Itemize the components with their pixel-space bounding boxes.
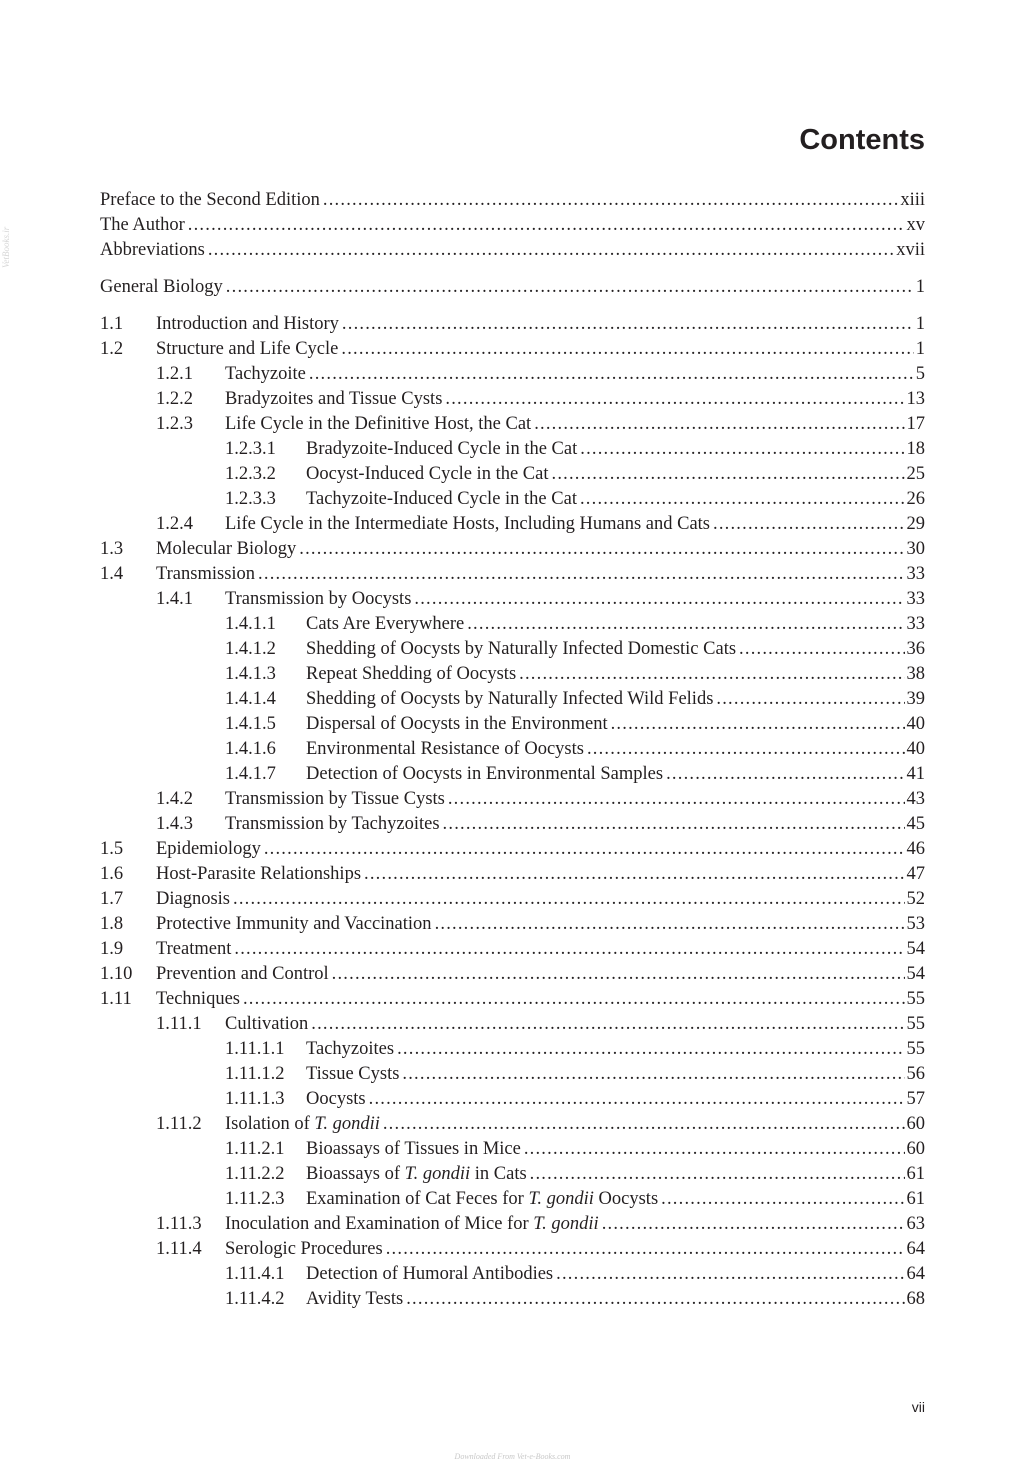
toc-entry-number: 1.4.1.2 (225, 637, 306, 662)
toc-entry-title: Shedding of Oocysts by Naturally Infected Domestic Cats (306, 637, 739, 662)
toc-entry-number: 1.4.1 (156, 587, 225, 612)
toc-entry-number: 1.2.2 (156, 387, 225, 412)
toc-entry-page: 26 (905, 487, 926, 512)
toc-entry (100, 1137, 925, 1162)
toc-entry-page: 41 (905, 762, 926, 787)
toc-entry-page: 68 (905, 1287, 926, 1312)
dot-leader (208, 238, 894, 263)
toc-entry (100, 312, 925, 337)
toc-entry (100, 1012, 925, 1037)
toc-entry (100, 512, 925, 537)
toc-entry-page: 56 (905, 1062, 926, 1087)
toc-entry (100, 537, 925, 562)
table-of-contents (100, 188, 925, 1312)
toc-entry-title: Transmission by Tissue Cysts (225, 787, 448, 812)
toc-entry-page: xvii (894, 238, 925, 263)
dot-leader (234, 937, 904, 962)
toc-entry-page: 25 (905, 462, 926, 487)
toc-entry-page: 60 (905, 1137, 926, 1162)
dot-leader (580, 487, 905, 512)
toc-entry-title: Treatment (156, 937, 234, 962)
toc-entry (100, 412, 925, 437)
toc-entry-title: Transmission by Oocysts (225, 587, 414, 612)
toc-entry (100, 1262, 925, 1287)
toc-entry-page: 33 (905, 562, 926, 587)
toc-entry-number: 1.4.1.1 (225, 612, 306, 637)
toc-entry-title: Oocyst-Induced Cycle in the Cat (306, 462, 552, 487)
dot-leader (445, 387, 904, 412)
toc-entry (100, 962, 925, 987)
toc-entry-title-italic: T. gondii (404, 1164, 471, 1184)
toc-entry-page: 38 (905, 662, 926, 687)
toc-entry-title: Cultivation (225, 1012, 311, 1037)
toc-entry (100, 437, 925, 462)
toc-entry-title: Detection of Humoral Antibodies (306, 1262, 556, 1287)
toc-entry-title-text: in Cats (470, 1164, 527, 1184)
toc-entry-number: 1.2.3.2 (225, 462, 306, 487)
toc-entry-title: Environmental Resistance of Oocysts (306, 737, 587, 762)
toc-entry-title: Avidity Tests (306, 1287, 406, 1312)
toc-entry-title-italic: T. gondii (528, 1189, 594, 1209)
toc-entry-title: Bradyzoites and Tissue Cysts (225, 387, 445, 412)
toc-entry-title-text: Bioassays of (306, 1164, 405, 1184)
toc-entry (100, 1237, 925, 1262)
dot-leader (332, 962, 905, 987)
dot-leader (243, 987, 905, 1012)
dot-leader (739, 637, 904, 662)
dot-leader (397, 1037, 904, 1062)
dot-leader (448, 787, 905, 812)
dot-leader (587, 737, 905, 762)
toc-entry-title: Techniques (156, 987, 243, 1012)
toc-entry-page: 1 (914, 312, 925, 337)
toc-entry (100, 637, 925, 662)
toc-entry-page: 30 (905, 537, 926, 562)
toc-entry-page: 43 (905, 787, 926, 812)
dot-leader (716, 687, 904, 712)
dot-leader (188, 213, 905, 238)
toc-entry-number: 1.4.1.7 (225, 762, 306, 787)
dot-leader (443, 812, 905, 837)
toc-entry-title-text: Oocysts (593, 1189, 659, 1209)
dot-leader (342, 312, 914, 337)
toc-entry-page: 63 (905, 1212, 926, 1237)
toc-entry-title (225, 1112, 383, 1137)
toc-entry-title: Abbreviations (100, 238, 208, 263)
toc-entry-number: 1.11.1.1 (225, 1037, 306, 1062)
toc-entry-title-italic: T. gondii (533, 1214, 599, 1234)
toc-entry-page: 45 (905, 812, 926, 837)
toc-entry-title: Introduction and History (156, 312, 342, 337)
toc-entry (100, 687, 925, 712)
toc-entry (100, 937, 925, 962)
toc-entry-title: The Author (100, 213, 188, 238)
toc-entry-title: Life Cycle in the Definitive Host, the Cat (225, 412, 534, 437)
toc-entry (100, 487, 925, 512)
dot-leader (383, 1112, 905, 1137)
toc-entry-page: 36 (905, 637, 926, 662)
dot-leader (309, 362, 914, 387)
toc-entry-title: Detection of Oocysts in Environmental Samples (306, 762, 666, 787)
toc-entry-number: 1.5 (100, 837, 156, 862)
toc-entry-page: 64 (905, 1262, 926, 1287)
toc-entry-title: Bioassays of Tissues in Mice (306, 1137, 524, 1162)
toc-entry (100, 188, 925, 213)
toc-entry-title: Epidemiology (156, 837, 264, 862)
toc-entry (100, 887, 925, 912)
toc-entry-number: 1.4.1.4 (225, 687, 306, 712)
toc-entry (100, 762, 925, 787)
toc-entry-title: Protective Immunity and Vaccination (156, 912, 435, 937)
toc-entry (100, 213, 925, 238)
toc-entry-number: 1.2.4 (156, 512, 225, 537)
toc-entry-number: 1.2.3 (156, 412, 225, 437)
toc-entry (100, 712, 925, 737)
dot-leader (602, 1212, 905, 1237)
toc-entry-title: General Biology (100, 275, 226, 300)
toc-entry-title: Tachyzoite-Induced Cycle in the Cat (306, 487, 580, 512)
toc-entry-page: 33 (905, 587, 926, 612)
toc-entry-title: Transmission (156, 562, 258, 587)
dot-leader (233, 887, 905, 912)
toc-entry-title: Preface to the Second Edition (100, 188, 323, 213)
toc-entry-title: Tachyzoite (225, 362, 309, 387)
toc-entry (100, 662, 925, 687)
toc-entry-number: 1.4.1.5 (225, 712, 306, 737)
toc-entry-number: 1.4.1.3 (225, 662, 306, 687)
toc-entry-number: 1.7 (100, 887, 156, 912)
toc-entry-title: Transmission by Tachyzoites (225, 812, 443, 837)
dot-leader (364, 862, 904, 887)
toc-entry-number: 1.3 (100, 537, 156, 562)
dot-leader (299, 537, 904, 562)
toc-entry (100, 812, 925, 837)
toc-entry-page: 52 (905, 887, 926, 912)
toc-entry (100, 337, 925, 362)
toc-entry-number: 1.4.2 (156, 787, 225, 812)
dot-leader (369, 1087, 905, 1112)
toc-entry-number: 1.11.2.2 (225, 1162, 306, 1187)
dot-leader (226, 275, 914, 300)
toc-entry (100, 1212, 925, 1237)
toc-entry (100, 562, 925, 587)
toc-entry-title: Repeat Shedding of Oocysts (306, 662, 519, 687)
toc-entry-title: Prevention and Control (156, 962, 332, 987)
toc-entry (100, 612, 925, 637)
toc-entry-title: Life Cycle in the Intermediate Hosts, Including Humans and Cats (225, 512, 713, 537)
toc-entry-number: 1.11.1.2 (225, 1062, 306, 1087)
bottom-watermark: Downloaded From Vet-e-Books.com (454, 1452, 571, 1461)
toc-entry (100, 1087, 925, 1112)
toc-entry (100, 362, 925, 387)
toc-entry-page: 55 (905, 987, 926, 1012)
toc-entry (100, 587, 925, 612)
dot-leader (467, 612, 904, 637)
toc-entry-number: 1.2.1 (156, 362, 225, 387)
toc-entry-number: 1.11.2 (156, 1112, 225, 1137)
toc-entry-title-text: Isolation of (225, 1114, 315, 1134)
toc-entry-title: Tachyzoites (306, 1037, 397, 1062)
toc-entry-page: 64 (905, 1237, 926, 1262)
toc-entry (100, 275, 925, 300)
toc-entry-number: 1.2 (100, 337, 156, 362)
dot-leader (661, 1187, 904, 1212)
dot-leader (264, 837, 905, 862)
toc-entry-page: 5 (914, 362, 925, 387)
toc-entry (100, 1062, 925, 1087)
toc-entry-page: xv (905, 213, 926, 238)
toc-entry-number: 1.11 (100, 987, 156, 1012)
dot-leader (534, 412, 904, 437)
dot-leader (524, 1137, 905, 1162)
toc-entry-title (225, 1212, 602, 1237)
toc-entry (100, 987, 925, 1012)
dot-leader (552, 462, 905, 487)
toc-entry-page: 54 (905, 962, 926, 987)
toc-entry-title-text: Examination of Cat Feces for (306, 1189, 529, 1209)
toc-entry-page: 1 (914, 337, 925, 362)
toc-entry-page: 1 (914, 275, 925, 300)
toc-entry-page: 17 (905, 412, 926, 437)
toc-entry (100, 1287, 925, 1312)
toc-entry-page: 39 (905, 687, 926, 712)
dot-leader (666, 762, 904, 787)
toc-entry-title: Molecular Biology (156, 537, 299, 562)
toc-entry-number: 1.11.4.2 (225, 1287, 306, 1312)
toc-entry-page: 40 (905, 712, 926, 737)
toc-entry-title: Diagnosis (156, 887, 233, 912)
toc-entry-page: 57 (905, 1087, 926, 1112)
dot-leader (611, 712, 905, 737)
dot-leader (556, 1262, 904, 1287)
toc-entry-title: Host-Parasite Relationships (156, 862, 364, 887)
toc-entry-page: 29 (905, 512, 926, 537)
toc-entry-title: Cats Are Everywhere (306, 612, 467, 637)
toc-entry-number: 1.11.4 (156, 1237, 225, 1262)
toc-entry-page: 40 (905, 737, 926, 762)
toc-entry-number: 1.11.1 (156, 1012, 225, 1037)
toc-entry (100, 737, 925, 762)
dot-leader (435, 912, 905, 937)
toc-entry-page: 13 (905, 387, 926, 412)
toc-entry-title-text: Inoculation and Examination of Mice for (225, 1214, 534, 1234)
dot-leader (311, 1012, 904, 1037)
dot-leader (386, 1237, 905, 1262)
toc-entry-title (306, 1162, 530, 1187)
toc-entry-page: 53 (905, 912, 926, 937)
toc-entry-title: Dispersal of Oocysts in the Environment (306, 712, 611, 737)
toc-entry-number: 1.11.2.1 (225, 1137, 306, 1162)
toc-entry-page: 55 (905, 1037, 926, 1062)
toc-entry-title: Shedding of Oocysts by Naturally Infected Wild Felids (306, 687, 716, 712)
toc-entry-title: Structure and Life Cycle (156, 337, 341, 362)
toc-entry-page: 60 (905, 1112, 926, 1137)
toc-entry-title (306, 1187, 661, 1212)
dot-leader (341, 337, 913, 362)
toc-entry-title: Tissue Cysts (306, 1062, 402, 1087)
toc-entry-number: 1.4 (100, 562, 156, 587)
toc-entry-title-italic: T. gondii (314, 1114, 380, 1134)
toc-entry (100, 837, 925, 862)
toc-entry-number: 1.4.1.6 (225, 737, 306, 762)
toc-entry-page: xiii (898, 188, 925, 213)
toc-entry-number: 1.11.1.3 (225, 1087, 306, 1112)
dot-leader (414, 587, 904, 612)
page-title: Contents (799, 124, 925, 156)
toc-entry-number: 1.8 (100, 912, 156, 937)
toc-entry-page: 54 (905, 937, 926, 962)
toc-entry (100, 862, 925, 887)
toc-entry-number: 1.2.3.3 (225, 487, 306, 512)
dot-leader (402, 1062, 904, 1087)
toc-entry-title: Serologic Procedures (225, 1237, 386, 1262)
dot-leader (323, 188, 898, 213)
page-number: vii (911, 1399, 925, 1415)
toc-entry-number: 1.1 (100, 312, 156, 337)
toc-entry-page: 61 (905, 1162, 926, 1187)
toc-entry-page: 46 (905, 837, 926, 862)
toc-entry-page: 47 (905, 862, 926, 887)
toc-entry-page: 18 (905, 437, 926, 462)
toc-entry (100, 387, 925, 412)
toc-entry (100, 912, 925, 937)
toc-entry-number: 1.10 (100, 962, 156, 987)
toc-entry-title: Bradyzoite-Induced Cycle in the Cat (306, 437, 580, 462)
side-watermark: VetBooks.ir (1, 226, 11, 268)
dot-leader (519, 662, 904, 687)
dot-leader (258, 562, 904, 587)
toc-entry-page: 55 (905, 1012, 926, 1037)
toc-entry-page: 61 (905, 1187, 926, 1212)
toc-entry (100, 462, 925, 487)
toc-entry-number: 1.4.3 (156, 812, 225, 837)
toc-entry (100, 238, 925, 263)
dot-leader (580, 437, 904, 462)
dot-leader (530, 1162, 905, 1187)
toc-entry-page: 33 (905, 612, 926, 637)
toc-entry-number: 1.2.3.1 (225, 437, 306, 462)
toc-entry-title: Oocysts (306, 1087, 369, 1112)
toc-entry-number: 1.6 (100, 862, 156, 887)
dot-leader (406, 1287, 904, 1312)
toc-entry (100, 787, 925, 812)
toc-entry-number: 1.11.2.3 (225, 1187, 306, 1212)
toc-entry-number: 1.11.3 (156, 1212, 225, 1237)
toc-entry (100, 1162, 925, 1187)
toc-entry-number: 1.9 (100, 937, 156, 962)
dot-leader (713, 512, 905, 537)
toc-entry (100, 1037, 925, 1062)
toc-entry-number: 1.11.4.1 (225, 1262, 306, 1287)
toc-entry (100, 1187, 925, 1212)
toc-entry (100, 1112, 925, 1137)
